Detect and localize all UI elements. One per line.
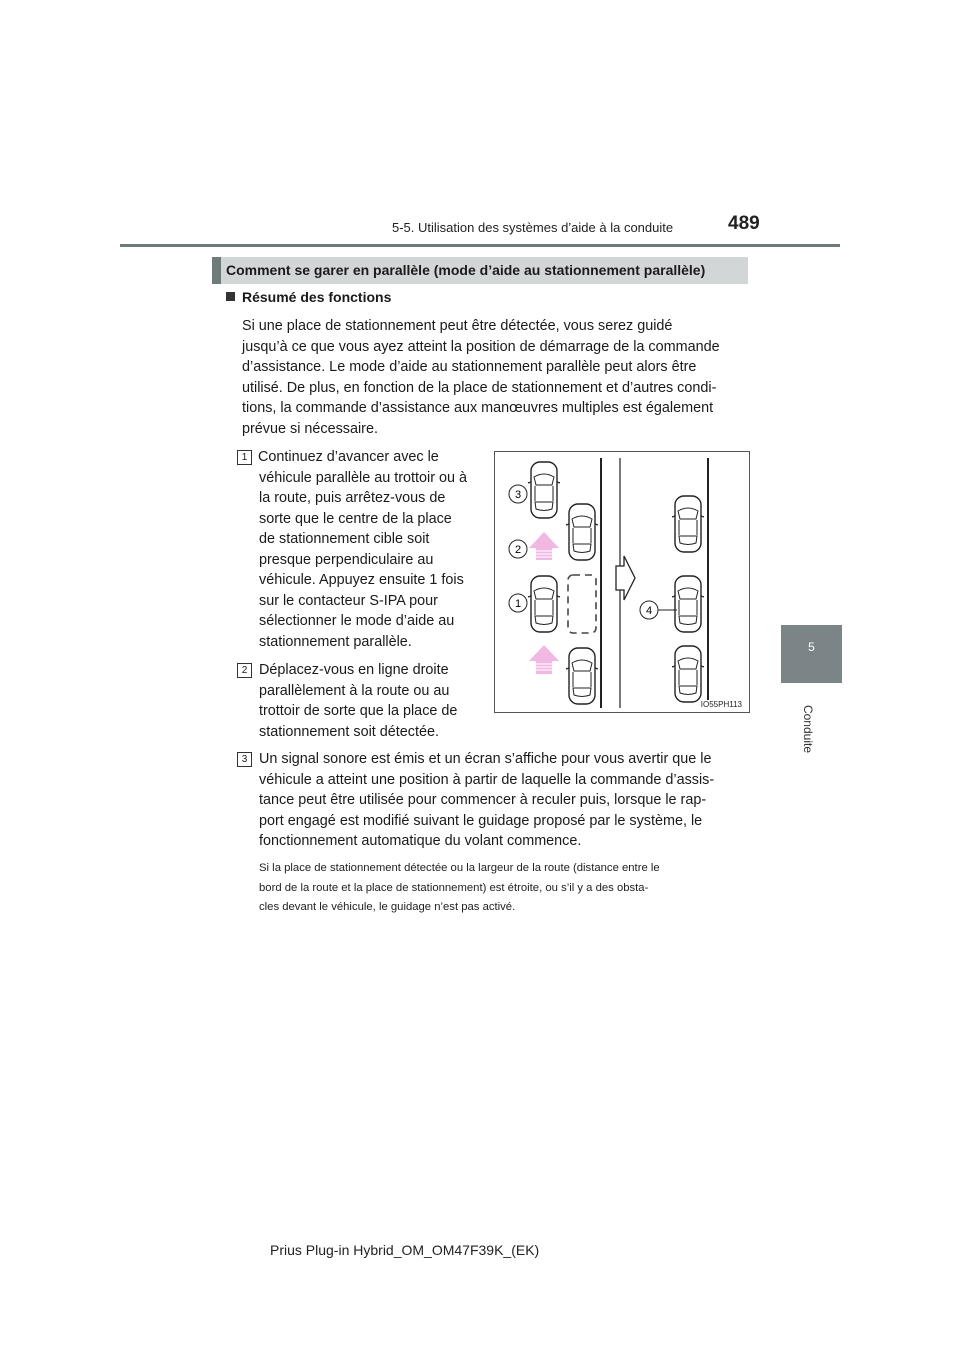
- step-line: tance peut être utilisée pour commencer à reculer puis, lorsque le rap-: [259, 792, 707, 808]
- note-line: Si la place de stationnement détectée ou la largeur de la route (distance entre le: [259, 862, 660, 874]
- step-line: de stationnement cible soit: [259, 531, 430, 547]
- step-number-1: 1: [237, 450, 252, 465]
- figure-code: IO55PH113: [700, 700, 742, 709]
- step-line: la route, puis arrêtez-vous de: [259, 490, 446, 506]
- intro-line: utilisé. De plus, en fonction de la place de stationnement et d’autres condi-: [242, 379, 717, 396]
- vehicle-position-3: [528, 462, 560, 518]
- note-paragraph: [259, 859, 745, 918]
- step-line: Un signal sonore est émis et un écran s’affiche pour vous avertir que le: [259, 751, 712, 767]
- vehicle-position-1: [528, 576, 560, 632]
- step-line: parallèlement à la route ou au: [259, 682, 450, 699]
- parking-diagram: [494, 451, 750, 713]
- callout-1: [509, 594, 527, 612]
- svg-text:2: 2: [514, 544, 522, 556]
- callout-4: [640, 601, 658, 619]
- svg-text:3: 3: [514, 489, 522, 501]
- step-line: sorte que le centre de la place: [259, 510, 452, 527]
- square-bullet-icon: [226, 292, 235, 301]
- step-line: véhicule a atteint une position à partir de laquelle la commande d’assis-: [259, 771, 715, 788]
- section-heading: Comment se garer en parallèle (mode d’aide au stationnement parallèle): [226, 262, 706, 278]
- transition-arrow-icon: [616, 556, 635, 600]
- intro-line: tions, la commande d’assistance aux manœuvres multiples est également: [242, 400, 714, 416]
- chapter-number: 5: [808, 640, 815, 654]
- page-number: 489: [728, 213, 760, 234]
- note-line: cles devant le véhicule, le guidage n’est pas activé.: [259, 901, 516, 913]
- step-2-text: [259, 660, 478, 742]
- parked-car: [566, 648, 598, 704]
- step-line: port engagé est modifié suivant le guidage proposé par le système, le: [259, 812, 703, 829]
- section-title: 5-5. Utilisation des systèmes d’aide à la conduite: [392, 220, 674, 235]
- subheading: Résumé des fonctions: [242, 289, 392, 305]
- callout-2: [509, 540, 527, 558]
- step-line: Continuez d’avancer avec le: [258, 449, 439, 465]
- step-number-3: 3: [237, 752, 252, 767]
- intro-line: d’assistance. Le mode d’aide au stationnement parallèle peut alors être: [242, 359, 697, 375]
- step-line: véhicule. Appuyez ensuite 1 fois: [259, 572, 464, 588]
- header-divider: [120, 244, 840, 247]
- step-line: presque perpendiculaire au: [259, 551, 434, 568]
- intro-paragraph: [242, 316, 745, 439]
- step-line: sélectionner le mode d’aide au: [259, 613, 455, 629]
- step-line: fonctionnement automatique du volant commence.: [259, 833, 582, 849]
- step-line: stationnement soit détectée.: [259, 723, 439, 740]
- step-line: trottoir de sorte que la place de: [259, 703, 458, 719]
- note-line: bord de la route et la place de stationnement) est étroite, ou s’il y a des obsta-: [259, 881, 649, 894]
- document-footer: Prius Plug-in Hybrid_OM_OM47F39K_(EK): [270, 1242, 540, 1258]
- vehicle-result: [672, 576, 704, 632]
- forward-arrow-icon: [529, 532, 559, 560]
- step-line: Déplacez-vous en ligne droite: [259, 662, 449, 678]
- chapter-tab: [781, 625, 842, 683]
- parked-car: [566, 504, 598, 560]
- parked-car: [672, 496, 704, 552]
- parking-diagram-svg: [495, 452, 749, 712]
- step-line: sur le contacteur S-IPA pour: [259, 592, 438, 609]
- callout-3: [509, 485, 527, 503]
- svg-text:4: 4: [645, 605, 653, 617]
- step-3-text: [259, 749, 745, 852]
- intro-line: Si une place de stationnement peut être détectée, vous serez guidé: [242, 318, 673, 334]
- step-number-2: 2: [237, 663, 252, 678]
- step-line: stationnement parallèle.: [259, 633, 412, 650]
- step-1-continued: [259, 468, 478, 653]
- intro-line: prévue si nécessaire.: [242, 420, 378, 437]
- target-parking-space: [568, 575, 596, 633]
- parked-car: [672, 646, 704, 702]
- step-1-text: [242, 447, 478, 468]
- svg-text:1: 1: [514, 598, 522, 610]
- chapter-label: Conduite: [801, 704, 815, 754]
- step-line: véhicule parallèle au trottoir ou à: [259, 469, 467, 486]
- intro-line: jusqu’à ce que vous ayez atteint la position de démarrage de la commande: [242, 338, 720, 355]
